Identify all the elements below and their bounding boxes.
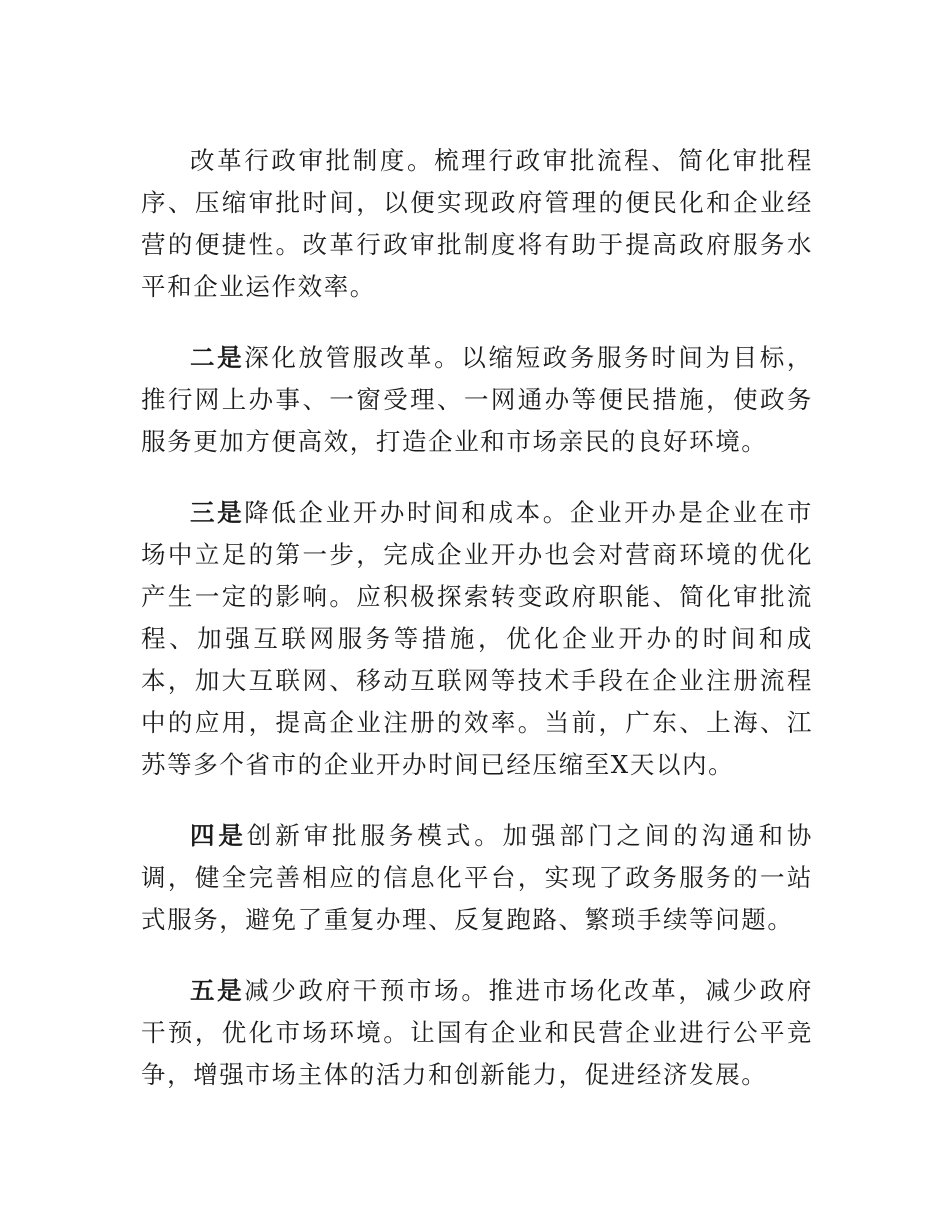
paragraph-third-point xyxy=(141,492,813,786)
paragraph-fifth-point xyxy=(141,970,813,1096)
paragraph-fourth-point xyxy=(141,815,813,941)
paragraph-second-point xyxy=(141,337,813,463)
paragraph-text: 减少政府干预市场。推进市场化改革，减少政府干预，优化市场环境。让国有企业和民营企业进行公平竞争，增强市场主体的活力和创新能力，促进经济发展。 xyxy=(141,976,813,1089)
paragraph-lead: 二是 xyxy=(190,343,245,372)
document-body xyxy=(141,140,813,1125)
paragraph-text: 改革行政审批制度。梳理行政审批流程、简化审批程序、压缩审批时间，以便实现政府管理的便民化和企业经营的便捷性。改革行政审批制度将有助于提高政府服务水平和企业运作效率。 xyxy=(141,146,813,301)
paragraph-text: 降低企业开办时间和成本。企业开办是企业在市场中立足的第一步，完成企业开办也会对营商环境的优化产生一定的影响。应积极探索转变政府职能、简化审批流程、加强互联网服务等措施，优化企业开办的时间和成本，加大互联网、移动互联网等技术手段在企业注册流程中的应用，提高企业注册的效率。当前，广东、上海、江苏等多个省市的企业开办时间已经压缩至X天以内。 xyxy=(141,498,813,779)
paragraph-text: 创新审批服务模式。加强部门之间的沟通和协调，健全完善相应的信息化平台，实现了政务服务的一站式服务，避免了重复办理、反复跑路、繁琐手续等问题。 xyxy=(141,821,814,934)
paragraph-text: 深化放管服改革。以缩短政务服务时间为目标，推行网上办事、一窗受理、一网通办等便民措施，使政务服务更加方便高效，打造企业和市场亲民的良好环境。 xyxy=(141,343,813,456)
paragraph-lead: 四是 xyxy=(190,821,247,850)
paragraph-lead: 三是 xyxy=(190,498,245,527)
paragraph-reform-approval xyxy=(141,140,813,308)
paragraph-lead: 五是 xyxy=(190,976,245,1005)
